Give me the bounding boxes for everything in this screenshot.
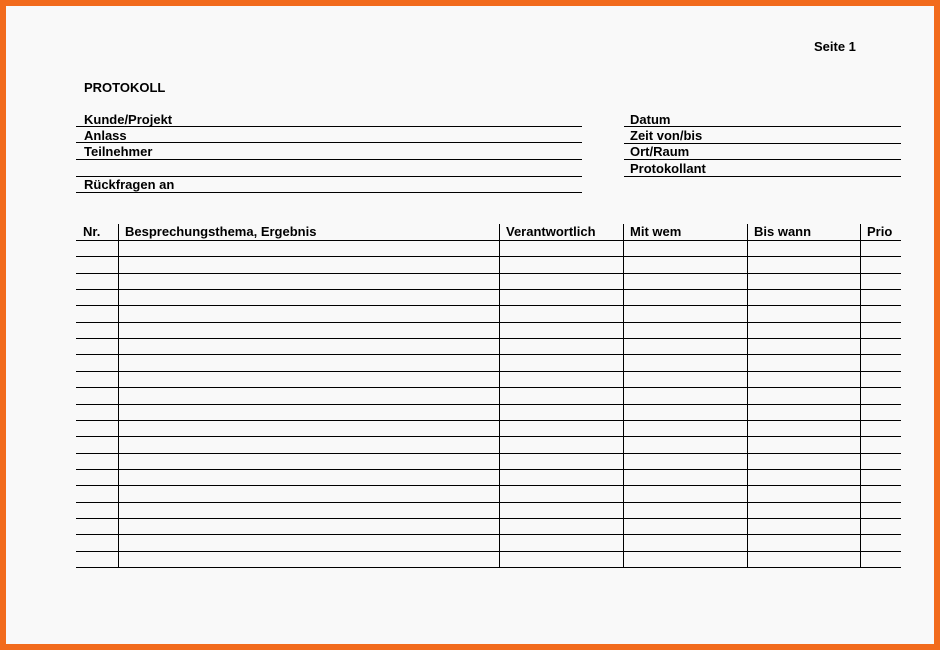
right-field-line [624, 126, 901, 127]
table-row-line [76, 502, 901, 503]
table-row-line [76, 354, 901, 355]
left-field-line [76, 159, 582, 160]
table-row-line [76, 567, 901, 568]
column-header: Nr. [83, 224, 101, 239]
left-field-label: Teilnehmer [84, 144, 153, 159]
column-divider [623, 224, 624, 567]
table-row-line [76, 387, 901, 388]
table-row-line [76, 404, 901, 405]
table-row-line [76, 420, 901, 421]
right-field-line [624, 176, 901, 177]
table-row-line [76, 273, 901, 274]
table-row-line [76, 338, 901, 339]
column-header: Besprechungsthema, Ergebnis [125, 224, 317, 239]
table-row-line [76, 485, 901, 486]
table-row-line [76, 534, 901, 535]
column-header: Verantwortlich [506, 224, 596, 239]
right-field-label: Zeit von/bis [630, 128, 703, 143]
header-underline [76, 240, 901, 241]
table-row-line [76, 256, 901, 257]
table-row-line [76, 305, 901, 306]
left-field-label: Rückfragen an [84, 177, 175, 192]
table-row-line [76, 469, 901, 470]
table-row-line [76, 322, 901, 323]
column-divider [860, 224, 861, 567]
right-field-label: Protokollant [630, 161, 706, 176]
left-field-line [76, 142, 582, 143]
page-number: Seite 1 [814, 39, 856, 54]
table-row-line [76, 518, 901, 519]
left-field-line [76, 126, 582, 127]
column-header: Mit wem [630, 224, 682, 239]
table-row-line [76, 289, 901, 290]
column-divider [499, 224, 500, 567]
column-header: Bis wann [754, 224, 812, 239]
table-row-line [76, 371, 901, 372]
column-header: Prio [867, 224, 893, 239]
left-field-line [76, 192, 582, 193]
column-divider [747, 224, 748, 567]
left-field-label: Kunde/Projekt [84, 112, 173, 127]
right-field-line [624, 159, 901, 160]
table-row-line [76, 453, 901, 454]
right-field-label: Ort/Raum [630, 144, 690, 159]
document-title: PROTOKOLL [84, 80, 166, 95]
left-field-label: Anlass [84, 128, 127, 143]
table-row-line [76, 436, 901, 437]
column-divider [118, 224, 119, 567]
right-field-label: Datum [630, 112, 671, 127]
table-row-line [76, 551, 901, 552]
